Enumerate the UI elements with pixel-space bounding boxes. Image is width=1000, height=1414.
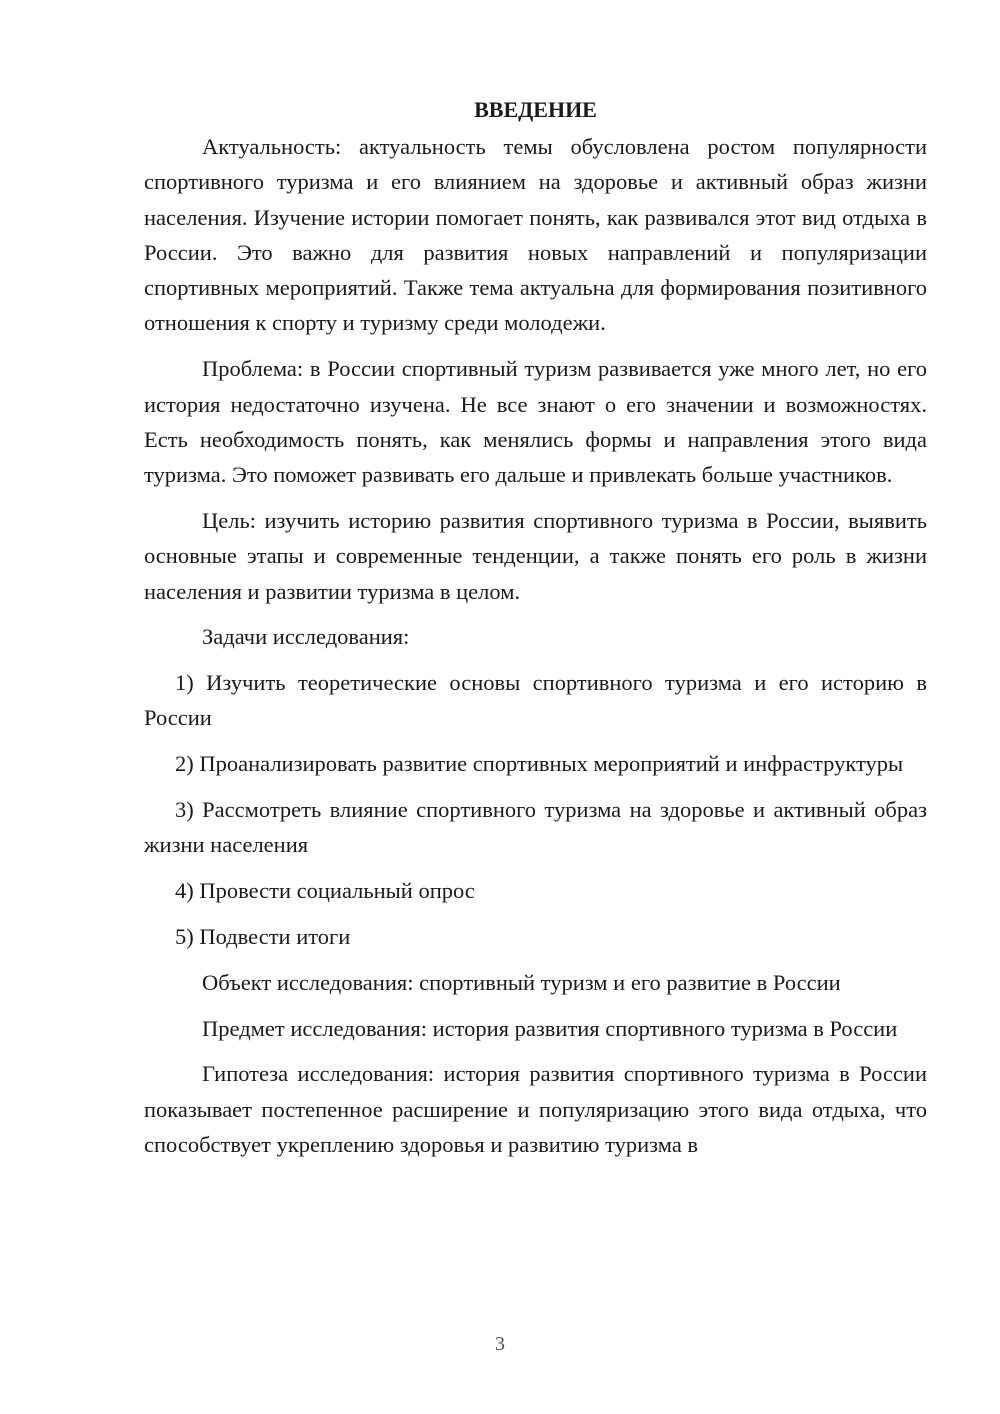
research-object-paragraph: Объект исследования: спортивный туризм и его развитие в России — [202, 969, 841, 995]
document-page — [144, 92, 927, 1173]
research-subject-paragraph: Предмет исследования: история развития спортивного туризма в России — [202, 1015, 898, 1041]
page-number: 3 — [495, 1333, 505, 1355]
relevance-paragraph: Актуальность: актуальность темы обусловлена ростом популярности спортивного туризма и его влиянием на здоровье и активный образ жизни населения. Изучение истории помогает понять, как развивался этот вид отдыха в России. Это важно для развития новых направлений и популяризации спортивных мероприятий. Также тема актуальна для формирования позитивного отношения к спорту и туризму среди молодежи. — [144, 134, 927, 336]
hypothesis-paragraph: Гипотеза исследования: история развития спортивного туризма в России показывает постепенное расширение и популяризацию этого вида отдыха, что способствует укреплению здоровья и развитию туризма в — [144, 1061, 927, 1157]
section-heading: ВВЕДЕНИЕ — [474, 97, 597, 122]
problem-paragraph: Проблема: в России спортивный туризм развивается уже много лет, но его история недостаточно изучена. Не все знают о его значении и возможностях. Есть необходимость понять, как менялись формы и направления этого вида туризма. Это поможет развивать его дальше и привлекать больше участников. — [144, 356, 927, 488]
task-item-3: 3) Рассмотреть влияние спортивного туризма на здоровье и активный образ жизни населения — [144, 797, 927, 858]
task-item-4: 4) Провести социальный опрос — [175, 878, 475, 904]
task-item-2: 2) Проанализировать развитие спортивных мероприятий и инфраструктуры — [175, 751, 904, 777]
task-item-5: 5) Подвести итоги — [175, 923, 351, 949]
tasks-intro-paragraph: Задачи исследования: — [202, 624, 410, 650]
goal-paragraph: Цель: изучить историю развития спортивного туризма в России, выявить основные этапы и современные тенденции, а также понять его роль в жизни населения и развитии туризма в целом. — [144, 507, 927, 604]
task-item-1: 1) Изучить теоретические основы спортивного туризма и его историю в России — [144, 670, 927, 731]
